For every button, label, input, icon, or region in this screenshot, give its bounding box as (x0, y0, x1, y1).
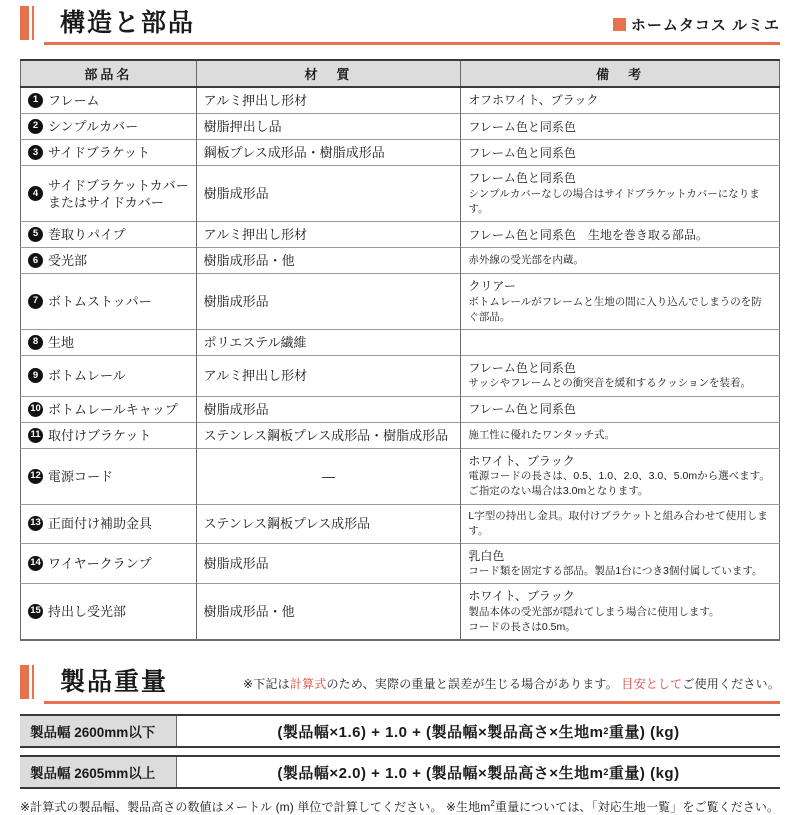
part-name: サイドブラケットカバー またはサイドカバー (48, 177, 189, 210)
remark-line: オフホワイト、ブラック (468, 93, 599, 108)
part-material: 樹脂押出し品 (196, 114, 461, 140)
part-remarks (461, 448, 780, 504)
accent-bars-icon (20, 6, 34, 40)
column-header-remarks: 備 考 (461, 60, 780, 87)
part-remarks (461, 504, 780, 543)
part-number-badge: 6 (28, 253, 43, 268)
remark-line: シンプルカバーなしの場合はサイドブラケットカバーになります。 (468, 187, 760, 215)
weight-formula-table (20, 714, 780, 789)
part-name: シンプルカバー (48, 119, 139, 135)
weight-formula (177, 716, 780, 746)
note-text: ※下記は (243, 677, 290, 691)
part-name: ワイヤークランプ (48, 556, 152, 572)
note-highlight-text: 計算式 (289, 677, 327, 691)
column-header-part-name: 部品名 (21, 60, 197, 87)
remark-line: ご指定のない場合は3.0mとなります。 (468, 485, 649, 498)
parts-table-row (21, 356, 780, 396)
part-material: 樹脂成形品 (196, 274, 461, 330)
part-material: 樹脂成形品・他 (196, 584, 461, 640)
calculation-footnote (20, 798, 780, 815)
part-name: ボトムレール (48, 368, 126, 384)
part-material: アルミ押出し形材 (196, 222, 461, 248)
part-number-badge: 12 (28, 469, 43, 484)
part-remarks (461, 584, 780, 640)
brand-name: ホームタコス ルミエ (630, 17, 780, 34)
remark-line: 施工性に優れたワンタッチ式。 (468, 428, 615, 441)
part-number-badge: 1 (28, 93, 43, 108)
part-name: 正面付け補助金具 (48, 516, 153, 532)
part-name: 持出し受光部 (48, 604, 127, 620)
parts-table-row (21, 114, 780, 140)
part-remarks (461, 222, 780, 248)
part-remarks (461, 140, 780, 166)
part-remarks (461, 87, 780, 114)
parts-table-row (21, 222, 780, 248)
part-material: 樹脂成形品 (196, 166, 461, 222)
part-remarks (461, 422, 780, 448)
part-number-badge: 9 (28, 368, 43, 383)
part-name: ボトムストッパー (48, 294, 152, 310)
formula-prefix: (製品幅×2.0) + 1.0 + (製品幅×製品高さ×生地m (277, 764, 604, 782)
part-name: サイドブラケット (48, 145, 151, 161)
note-highlight-text: 目安として (621, 677, 683, 691)
part-material: アルミ押出し形材 (196, 87, 461, 114)
part-name: フレーム (48, 93, 100, 108)
part-name: 電源コード (48, 468, 114, 484)
part-name: 生地 (48, 335, 75, 351)
part-remarks (461, 543, 780, 583)
product-width-condition: 製品幅 2605mm以上 (20, 757, 177, 787)
parts-table-row (21, 274, 780, 330)
formula-suffix: 重量) (kg) (608, 764, 680, 782)
remark-line: 電源コードの長さは、0.5、1.0、2.0、3.0、5.0mから選べます。 (468, 470, 770, 483)
part-number-badge: 7 (28, 294, 43, 309)
parts-table-row (21, 422, 780, 448)
part-remarks (461, 356, 780, 396)
part-number-badge: 10 (28, 402, 43, 417)
remark-line: ホワイト、ブラック (468, 453, 575, 468)
weight-formula (177, 757, 780, 787)
weight-section-title: 製品重量 (60, 668, 169, 696)
parts-table-header-row (21, 60, 780, 87)
parts-table-row (21, 396, 780, 422)
footnote-text: 2 (490, 799, 495, 808)
parts-table-row (21, 448, 780, 504)
formula-superscript: 2 (603, 767, 609, 777)
part-material: 樹脂成形品 (196, 396, 461, 422)
note-text: のため、実際の重量と誤差が生じる場合があります。 (326, 677, 622, 691)
weight-disclaimer-note (243, 675, 780, 697)
remark-line: クリアー (468, 279, 517, 294)
parts-table-row (21, 87, 780, 114)
part-number-badge: 13 (28, 516, 43, 531)
part-number-badge: 2 (28, 119, 43, 134)
part-number-badge: 5 (28, 227, 43, 242)
section-header-weight (44, 667, 780, 704)
part-remarks (461, 330, 780, 356)
remark-line: ホワイト、ブラック (468, 589, 575, 604)
parts-table-row (21, 166, 780, 222)
part-number-badge: 15 (28, 604, 43, 619)
formula-suffix: 重量) (kg) (608, 723, 680, 741)
product-width-condition: 製品幅 2600mm以下 (20, 716, 177, 746)
part-remarks (461, 166, 780, 222)
parts-table-row (21, 140, 780, 166)
note-text: ご使用ください。 (682, 677, 780, 691)
part-number-badge: 8 (28, 335, 43, 350)
part-remarks (461, 248, 780, 274)
remark-line: 赤外線の受光部を内蔵。 (468, 254, 584, 267)
footnote-text: ※計算式の製品幅、製品高さの数値はメートル (m) 単位で計算してください。 ※生地m (20, 800, 491, 814)
part-material: ステンレス鋼板プレス成形品・樹脂成形品 (196, 422, 461, 448)
remark-line: フレーム色と同系色 (468, 145, 576, 160)
remark-line: フレーム色と同系色 (468, 171, 576, 186)
part-name: 巻取りパイプ (48, 227, 126, 243)
page-title: 構造と部品 (60, 9, 196, 37)
part-name: ボトムレールキャップ (48, 401, 178, 417)
remark-line: フレーム色と同系色 生地を巻き取る部品。 (468, 227, 708, 242)
remark-line: フレーム色と同系色 (468, 361, 576, 376)
remark-line: 製品本体の受光部が隠れてしまう場合に使用します。 (468, 605, 720, 618)
remark-line: 乳白色 (468, 548, 505, 563)
parts-table-row (21, 330, 780, 356)
part-remarks (461, 114, 780, 140)
section-header-structure (44, 8, 780, 45)
parts-table-row (21, 543, 780, 583)
parts-table-row (21, 504, 780, 543)
remark-line: フレーム色と同系色 (468, 402, 576, 417)
remark-line: コード類を固定する部品。製品1台につき3個付属しています。 (468, 565, 763, 578)
part-number-badge: 14 (28, 556, 43, 571)
formula-superscript: 2 (603, 726, 609, 736)
brand-label (613, 14, 780, 38)
part-material: ポリエステル繊維 (196, 330, 461, 356)
part-number-badge: 4 (28, 186, 43, 201)
accent-bars-icon (20, 665, 34, 699)
remark-line: ボトムレールがフレームと生地の間に入り込んでしまうのを防ぐ部品。 (468, 295, 762, 323)
parts-table (20, 59, 780, 641)
part-name: 取付けブラケット (48, 427, 152, 443)
part-remarks (461, 396, 780, 422)
part-name: 受光部 (48, 253, 88, 269)
weight-formula-row (20, 755, 780, 789)
part-material: アルミ押出し形材 (196, 356, 461, 396)
remark-line: サッシやフレームとの衝突音を緩和するクッションを装着。 (468, 377, 752, 390)
brand-square-icon (613, 18, 626, 31)
weight-formula-row (20, 714, 780, 748)
part-number-badge: 3 (28, 145, 43, 160)
part-material: ステンレス鋼板プレス成形品 (196, 504, 461, 543)
footnote-text: 重量については、「対応生地一覧」をご覧ください。 (494, 800, 780, 814)
part-material: 樹脂成形品 (196, 543, 461, 583)
part-material: ― (196, 448, 461, 504)
formula-prefix: (製品幅×1.6) + 1.0 + (製品幅×製品高さ×生地m (277, 723, 604, 741)
remark-line: L字型の持出し金具。取付けブラケットと組み合わせて使用します。 (468, 509, 768, 537)
parts-table-row (21, 584, 780, 640)
column-header-material: 材 質 (196, 60, 461, 87)
remark-line: フレーム色と同系色 (468, 119, 576, 134)
part-material: 鋼板プレス成形品・樹脂成形品 (196, 140, 461, 166)
part-material: 樹脂成形品・他 (196, 248, 461, 274)
parts-table-row (21, 248, 780, 274)
part-number-badge: 11 (28, 428, 43, 443)
remark-line: コードの長さは0.5m。 (468, 620, 576, 633)
part-remarks (461, 274, 780, 330)
